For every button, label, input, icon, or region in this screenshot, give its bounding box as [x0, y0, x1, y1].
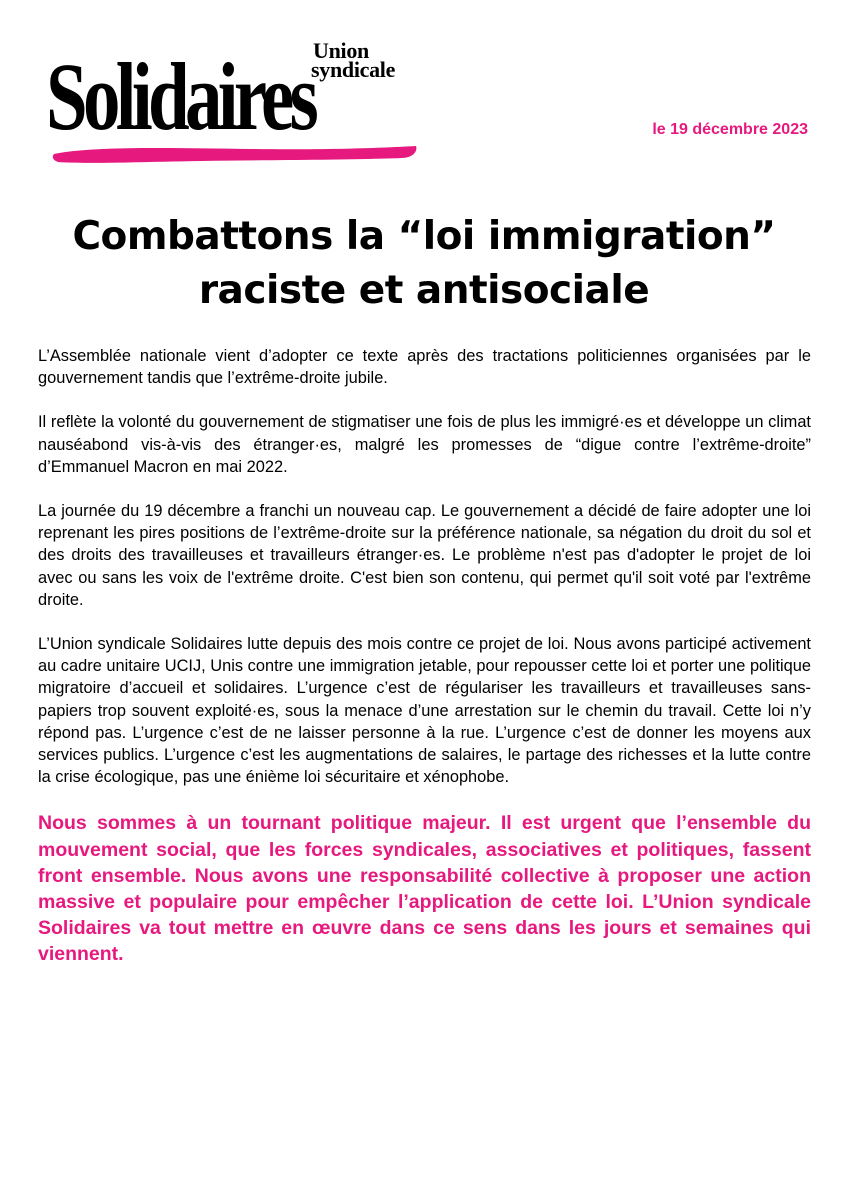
- solidaires-logo: [46, 38, 422, 170]
- conclusion-paragraph: Nous sommes à un tournant politique majeur. Il est urgent que l’ensemble du mouvement social, que les forces syndicales, associatives et politiques, fassent front ensemble. Nous avons une responsabilité collective à proposer une action massive et populaire pour empêcher l’application de cette loi. L’Union syndicale Solidaires va tout mettre en œuvre dans ce sens dans les jours et semaines qui viennent.: [38, 812, 811, 966]
- logo-solidaires: Solidaires: [46, 43, 315, 150]
- paragraph-4: L’Union syndicale Solidaires lutte depuis des mois contre ce projet de loi. Nous avons participé activement au cadre unitaire UCIJ, Unis contre une immigration jetable, pour repousser cette loi et porter une politique migratoire d’accueil et solidaires. L’urgence c’est de régulariser les travailleurs et travailleuses sans-papiers trop souvent exploité·es, sous la menace d’une arrestation sur le chemin du travail. Cette loi n’y répond pas. L’urgence c’est de ne laisser personne à la rue. L’urgence c’est de donner les moyens aux services publics. L’urgence c’est les augmentations de salaires, le partage des richesses et la lutte contre la crise écologique, pas une énième loi sécuritaire et xénophobe.: [38, 635, 811, 787]
- paragraph-1: L’Assemblée nationale vient d’adopter ce texte après des tractations politiciennes organisées par le gouvernement tandis que l’extrême-droite jubile.: [38, 347, 811, 388]
- logo-syndicale: syndicale: [311, 57, 396, 82]
- paragraph-3: La journée du 19 décembre a franchi un nouveau cap. Le gouvernement a décidé de faire adopter une loi reprenant les pires positions de l’extrême-droite sur la préférence nationale, sa négation du droit du sol et des droits des travailleuses et travailleurs étranger·es. Le problème n'est pas d'adopter le projet de loi avec ou sans les voix de l'extrême droite. C'est bien son contenu, qui permet qu'il soit voté par l'extrême droite.: [38, 502, 811, 609]
- document-date: le 19 décembre 2023: [652, 121, 808, 138]
- document-body: [38, 345, 811, 990]
- title-line-2: raciste et antisociale: [198, 268, 650, 313]
- title-line-1: Combattons la “loi immigration”: [72, 214, 776, 259]
- document-title: [0, 210, 848, 318]
- logo-union: Union: [313, 38, 369, 63]
- paragraph-2: Il reflète la volonté du gouvernement de stigmatiser une fois de plus les immigré·es et développe un climat nauséabond vis-à-vis des étranger·es, malgré les promesses de “digue contre l’extrême-droite” d’Emmanuel Macron en mai 2022.: [38, 413, 811, 476]
